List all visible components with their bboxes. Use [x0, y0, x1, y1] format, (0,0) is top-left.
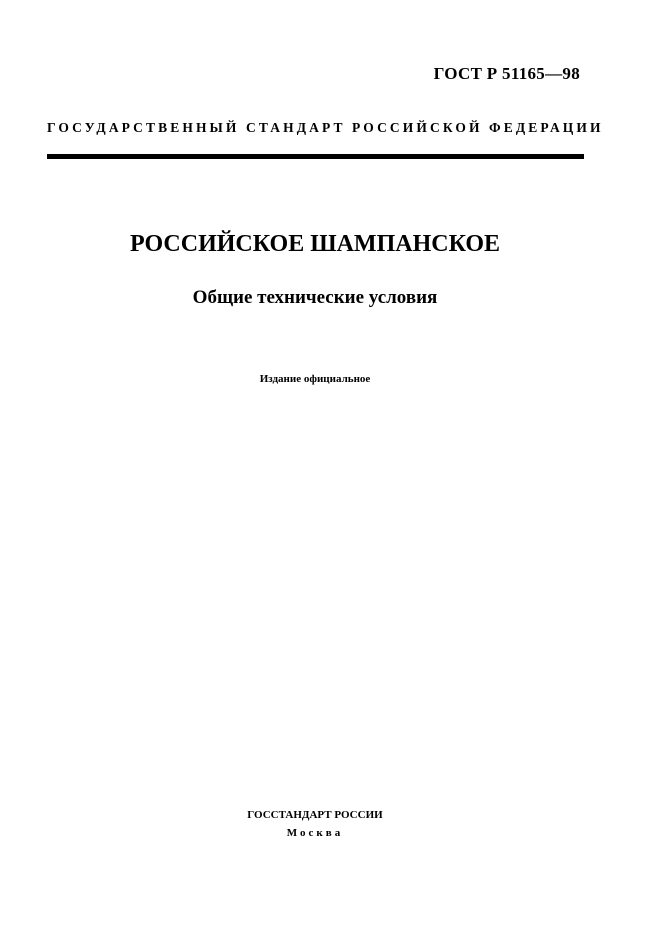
header-rule [47, 154, 584, 159]
standard-number: ГОСТ Р 51165—98 [433, 64, 580, 83]
document-subtitle: Общие технические условия [192, 287, 438, 308]
publisher-name: ГОССТАНДАРТ РОССИИ [247, 809, 383, 821]
document-title: РОССИЙСКОЕ ШАМПАНСКОЕ [129, 231, 501, 257]
publisher-city: Москва [286, 827, 344, 839]
edition-note: Издание официальное [259, 373, 371, 385]
standard-header: ГОСУДАРСТВЕННЫЙ СТАНДАРТ РОССИЙСКОЙ ФЕДЕРАЦИИ [47, 120, 604, 135]
